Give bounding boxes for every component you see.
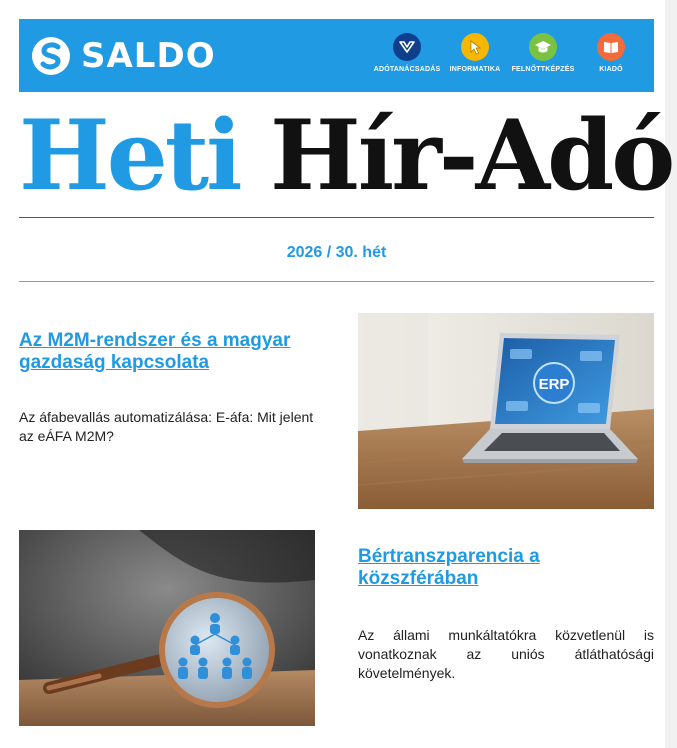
nav-item-kiado[interactable] bbox=[580, 33, 642, 73]
masthead-part1: Heti bbox=[19, 99, 240, 212]
article-title-m2m[interactable]: Az M2M-rendszer és a magyar gazdaság kapcsolata bbox=[19, 330, 291, 373]
magnifier-people-image[interactable] bbox=[19, 530, 315, 726]
erp-screen-label: ERP bbox=[538, 376, 570, 393]
category-nav bbox=[373, 33, 642, 73]
saldo-logo[interactable] bbox=[31, 35, 216, 77]
article-text-m2m: Az áfabevallás automatizálása: E-áfa: Mit jelent az eÁFA M2M? bbox=[19, 409, 314, 444]
issue-week: 2026 / 30. hét bbox=[286, 244, 387, 261]
book-icon bbox=[597, 33, 625, 61]
saldo-logo-icon bbox=[31, 36, 71, 76]
article-title-bertranszparencia[interactable]: Bértranszparencia a közszférában bbox=[358, 546, 540, 589]
nav-label: INFORMATIKA bbox=[449, 66, 501, 73]
masthead-title bbox=[19, 99, 673, 212]
cursor-icon bbox=[461, 33, 489, 61]
brand-name: SALDO bbox=[81, 36, 216, 76]
divider-top bbox=[19, 217, 654, 218]
masthead-part2: Hír-Adó bbox=[270, 99, 673, 212]
graduation-cap-icon bbox=[529, 33, 557, 61]
nav-label: ADÓTANÁCSADÁS bbox=[373, 66, 441, 73]
header-bar bbox=[19, 19, 654, 92]
nav-label: FELNŐTTKÉPZÉS bbox=[511, 66, 575, 73]
tax-advisory-icon bbox=[393, 33, 421, 61]
nav-item-informatika[interactable] bbox=[444, 33, 506, 73]
nav-label: KIADÓ bbox=[599, 66, 623, 73]
divider-bottom bbox=[19, 281, 654, 282]
article-text-bertranszparencia: Az állami munkáltatókra közvetlenül is vonatkoznak az uniós átláthatósági követelmények. bbox=[358, 627, 654, 681]
nav-item-adotanacsadas[interactable] bbox=[373, 33, 441, 73]
erp-laptop-image[interactable] bbox=[358, 313, 654, 509]
nav-item-felnottkepzes[interactable] bbox=[512, 33, 574, 73]
